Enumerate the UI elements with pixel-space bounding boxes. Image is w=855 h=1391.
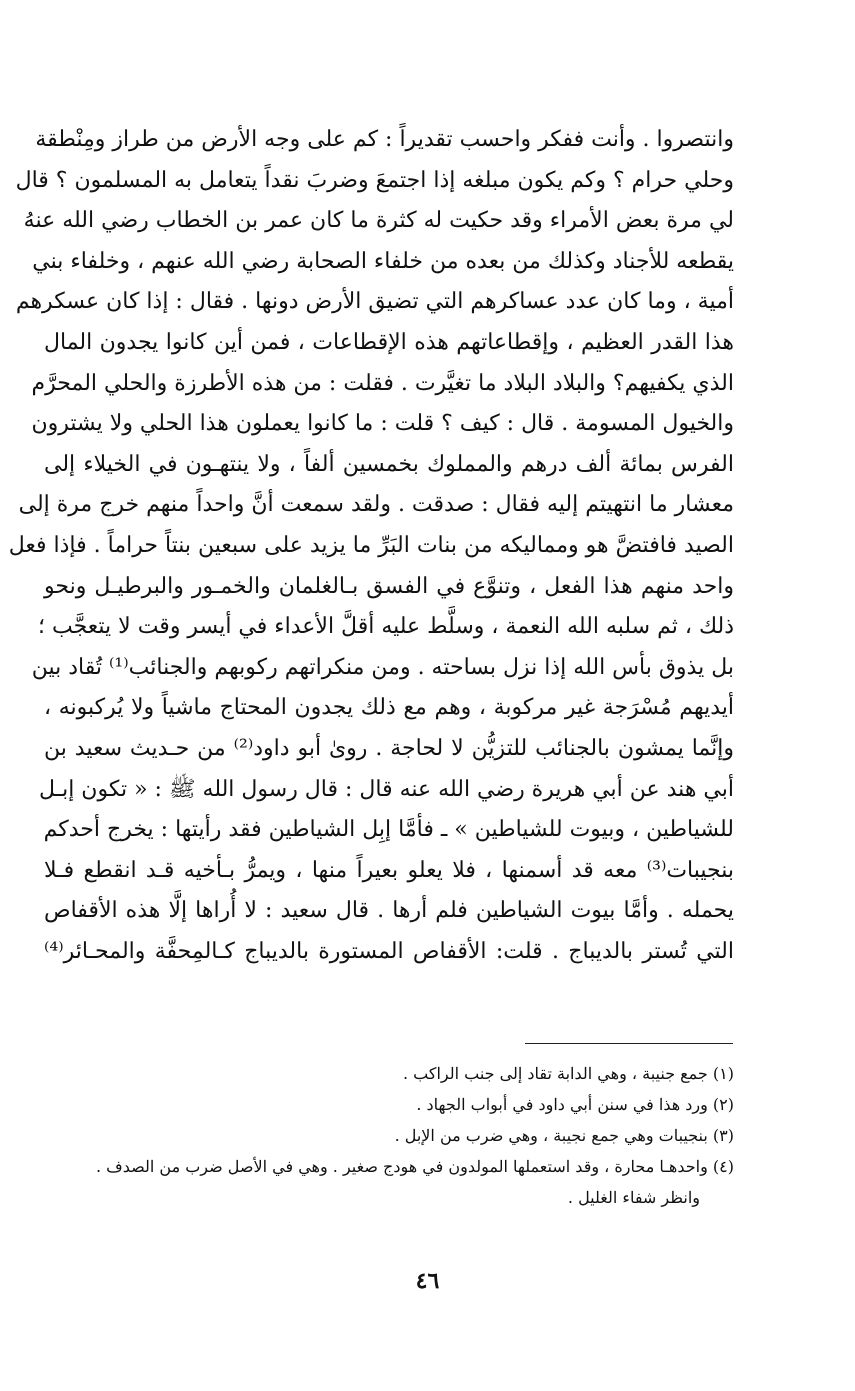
footnote-divider (525, 1043, 733, 1044)
text-line: ذلك ، ثم سلبه الله النعمة ، وسلَّط عليه أقلَّ الأعداء في أيسر وقت لا يتعجَّب ؛ (38, 614, 734, 640)
text-line: لي مرة بعض الأمراء وقد حكيت له كثرة ما كان عمر بن الخطاب رضي الله عنهُ (23, 208, 734, 234)
footnote-2: (٢) ورد هذا في سنن أبي داود في أبواب الجهاد . (416, 1095, 734, 1114)
text-line: وانتصروا . وأنت ففكر واحسب تقديراً : كم على وجه الأرض من طراز ومِنْطقة (35, 127, 734, 152)
text-line: والخيول المسومة . قال : كيف ؟ قلت : ما كانوا يعملون هذا الحلي ولا يشترون (31, 411, 734, 437)
text-line: الصيد فافتضَّ هو ومماليكه من بنات البَرِّ ما يزيد على سبعين بنتاً حراماً . فإذا فعل (8, 532, 734, 558)
text-line: أبي هند عن أبي هريرة رضي الله عنه قال : قال رسول الله ﷺ : « تكون إبـل (38, 776, 734, 802)
main-text (8, 120, 734, 972)
text-line: يحمله . وأمَّا بيوت الشياطين فلم أرها . قال سعيد : لا أُراها إلَّا هذه الأقفاص (44, 898, 734, 924)
footnote-3: (٣) بنجيبات وهي جمع نجيبة ، وهي ضرب من الإبل . (394, 1126, 734, 1145)
footnote-1: (١) جمع جنيبة ، وهي الدابة تقاد إلى جنب الراكب . (402, 1064, 734, 1083)
footnotes (44, 1058, 734, 1213)
text-line: الفرس بمائة ألف درهم والمملوك بخمسين ألفاً ، ولا ينتهـون في الخيلاء إلى (44, 451, 734, 477)
text-line: هذا القدر العظيم ، وإقطاعاتهم هذه الإقطاعات ، فمن أين كانوا يجدون المال (44, 329, 734, 355)
page-number: ٤٦ (415, 1268, 440, 1294)
text-line: للشياطين ، وبيوت للشياطين » ـ فأمَّا إبِل الشياطين فقد رأيتها : يخرج أحدكم (43, 817, 734, 843)
text-line: بنجيبات⁽³⁾ معه قد أسمنها ، فلا يعلو بعيراً منها ، ويمرُّ بـأخيه قـد انقطع فـلا (44, 857, 734, 883)
footnote-4: (٤) واحدهـا محارة ، وقد استعملها المولدون في هودج صغير . وهي في الأصل ضرب من الصدف . (95, 1157, 734, 1176)
text-line: يقطعه للأجناد وكذلك من بعده من خلفاء الصحابة رضي الله عنهم ، وخلفاء بني (32, 248, 734, 274)
text-line: معشار ما انتهيتم إليه فقال : صدقت . ولقد سمعت أنَّ واحداً منهم خرج مرة إلى (18, 492, 734, 518)
text-line: أيديهم مُسْرَجة غير مركوبة ، وهم مع ذلك يجدون المحتاج ماشياً ولا يُركبونه ، (44, 695, 734, 721)
text-line: واحد منهم هذا الفعل ، وتنوَّع في الفسق بـالغلمان والخمـور والبرطيـل ونحو (44, 573, 734, 599)
footnote-4-continuation: وانظر شفاء الغليل . (567, 1188, 700, 1207)
text-line: وإنَّما يمشون بالجنائب للتزيُّن لا لحاجة . روىٰ أبو داود⁽²⁾ من حـديث سعيد بن (44, 735, 734, 761)
text-line: بل يذوق بأس الله إذا نزل بساحته . ومن منكراتهم ركوبهم والجنائب⁽¹⁾ تُقاد بين (31, 654, 734, 680)
text-line: أمية ، وما كان عدد عساكرهم التي تضيق الأرض دونها . فقال : إذا كان عسكرهم (15, 289, 734, 315)
text-line: الذي يكفيهم؟ والبلاد البلاد ما تغيَّرت . فقلت : من هذه الأطرزة والحلي المحرَّم (31, 370, 734, 396)
text-line: وحلي حرام ؟ وكم يكون مبلغه إذا اجتمعَ وضربَ نقداً يتعامل به المسلمون ؟ قال (15, 167, 734, 193)
text-line: التي تُستر بالديباج . قلت: الأقفاص المستورة بالديباج كـالمِحفَّة والمحـائر⁽⁴⁾ (44, 938, 734, 964)
